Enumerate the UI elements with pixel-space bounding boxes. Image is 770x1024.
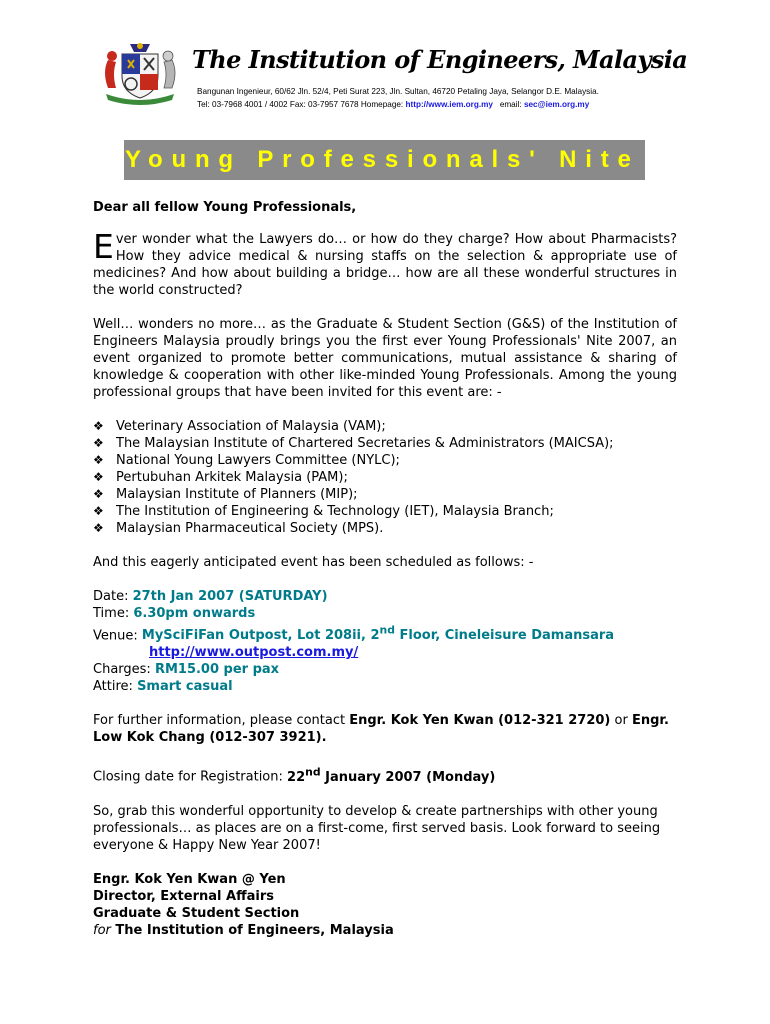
event-title: Young Professionals' Nite xyxy=(125,146,640,173)
diamond-bullet-icon: ❖ xyxy=(93,521,104,535)
intro-text: ver wonder what the Lawyers do… or how do they charge? How about Pharmacists? How they advice medical & nursing staffs on the selection & appropriate use of medicines? And how about building a bridge… how are all these wonderful structures in the world constructed? xyxy=(93,232,677,298)
contact-person-1: Engr. Kok Yen Kwan (012-321 2720) xyxy=(349,713,611,729)
list-item: ❖ National Young Lawyers Committee (NYLC); xyxy=(93,453,400,468)
email-label: email: xyxy=(499,100,522,109)
tel-fax-text: Tel: 03-7968 4001 / 4002 Fax: 03-7957 7678 Homepage: xyxy=(197,100,404,109)
event-date-row: Date: 27th Jan 2007 (SATURDAY) xyxy=(93,589,328,604)
signature-name: Engr. Kok Yen Kwan @ Yen xyxy=(93,871,286,887)
diamond-bullet-icon: ❖ xyxy=(93,504,104,518)
list-item: ❖ Pertubuhan Arkitek Malaysia (PAM); xyxy=(93,470,348,485)
event-time: 6.30pm onwards xyxy=(133,606,256,621)
organization-contact xyxy=(197,99,589,110)
list-item: ❖ The Malaysian Institute of Chartered Secretaries & Administrators (MAICSA); xyxy=(93,436,614,451)
contact-person-2: Engr. Low Kok Chang (012-307 3921). xyxy=(93,713,669,746)
signature-section: Graduate & Student Section xyxy=(93,905,300,921)
letter-body xyxy=(93,199,677,939)
list-item: ❖ Malaysian Pharmaceutical Society (MPS). xyxy=(93,521,384,536)
closing-date: Closing date for Registration: 22nd January 2007 (Monday) xyxy=(93,765,496,785)
schedule-intro: And this eagerly anticipated event has been scheduled as follows: - xyxy=(93,555,534,570)
list-item: ❖ Veterinary Association of Malaysia (VAM); xyxy=(93,419,386,434)
event-venue-row: Venue: MySciFiFan Outpost, Lot 208ii, 2nd Floor, Cineleisure Damansara xyxy=(93,624,615,644)
contact-paragraph: For further information, please contact Engr. Kok Yen Kwan (012-321 2720) or Engr. Low Kok Chang (012-307 3921). xyxy=(93,713,669,746)
signature-title: Director, External Affairs xyxy=(93,888,274,904)
diamond-bullet-icon: ❖ xyxy=(93,436,104,450)
intro-paragraph xyxy=(93,227,677,299)
event-attire-row: Attire: Smart casual xyxy=(93,679,233,695)
organization-address: Bangunan Ingenieur, 60/62 Jln. 52/4, Peti Surat 223, Jln. Sultan, 46720 Petaling Jaya, Selangor D.E. Malaysia. xyxy=(197,87,599,96)
iem-crest-icon xyxy=(100,40,180,106)
event-charges: RM15.00 per pax xyxy=(154,662,280,678)
diamond-bullet-icon: ❖ xyxy=(93,419,104,433)
event-charges-row: Charges: RM15.00 per pax xyxy=(93,662,280,678)
event-details xyxy=(93,588,677,695)
list-item: ❖ Malaysian Institute of Planners (MIP); xyxy=(93,487,358,502)
diamond-bullet-icon: ❖ xyxy=(93,453,104,467)
closing-paragraph: So, grab this wonderful opportunity to develop & create partnerships with other young professionals… as places are on a first-come, first served basis. Look forward to seeing everyone & Happy New Year 2007! xyxy=(93,803,661,853)
organization-name: The Institution of Engineers, Malaysia xyxy=(192,45,688,74)
event-venue: MySciFiFan Outpost, Lot 208ii, 2nd Floor, Cineleisure Damansara xyxy=(141,624,615,644)
event-date: 27th Jan 2007 (SATURDAY) xyxy=(132,589,328,604)
event-time-row: Time: 6.30pm onwards xyxy=(93,606,256,621)
greeting: Dear all fellow Young Professionals, xyxy=(93,200,357,215)
homepage-link[interactable]: http://www.iem.org.my xyxy=(405,100,493,109)
signature-block xyxy=(93,871,677,939)
event-attire: Smart casual xyxy=(137,679,233,695)
list-item: ❖ The Institution of Engineering & Technology (IET), Malaysia Branch; xyxy=(93,504,554,519)
signature-org: for The Institution of Engineers, Malaysia xyxy=(93,922,394,938)
event-description-paragraph: Well… wonders no more… as the Graduate & Student Section (G&S) of the Institution of Engineers Malaysia proudly brings you the first ever Young Professionals' Nite 2007, an event organized to promote better communications, mutual assistance & sharing of knowledge & cooperation with other like-minded Young Professionals. Among the young professional groups that have been invited for this event are: - xyxy=(93,317,677,400)
drop-cap: E xyxy=(93,227,114,266)
diamond-bullet-icon: ❖ xyxy=(93,487,104,501)
venue-url-row xyxy=(93,644,677,661)
email-link[interactable]: sec@iem.org.my xyxy=(523,100,590,109)
invited-groups-list xyxy=(93,418,677,537)
diamond-bullet-icon: ❖ xyxy=(93,470,104,484)
venue-url-link[interactable]: http://www.outpost.com.my/ xyxy=(149,645,359,661)
